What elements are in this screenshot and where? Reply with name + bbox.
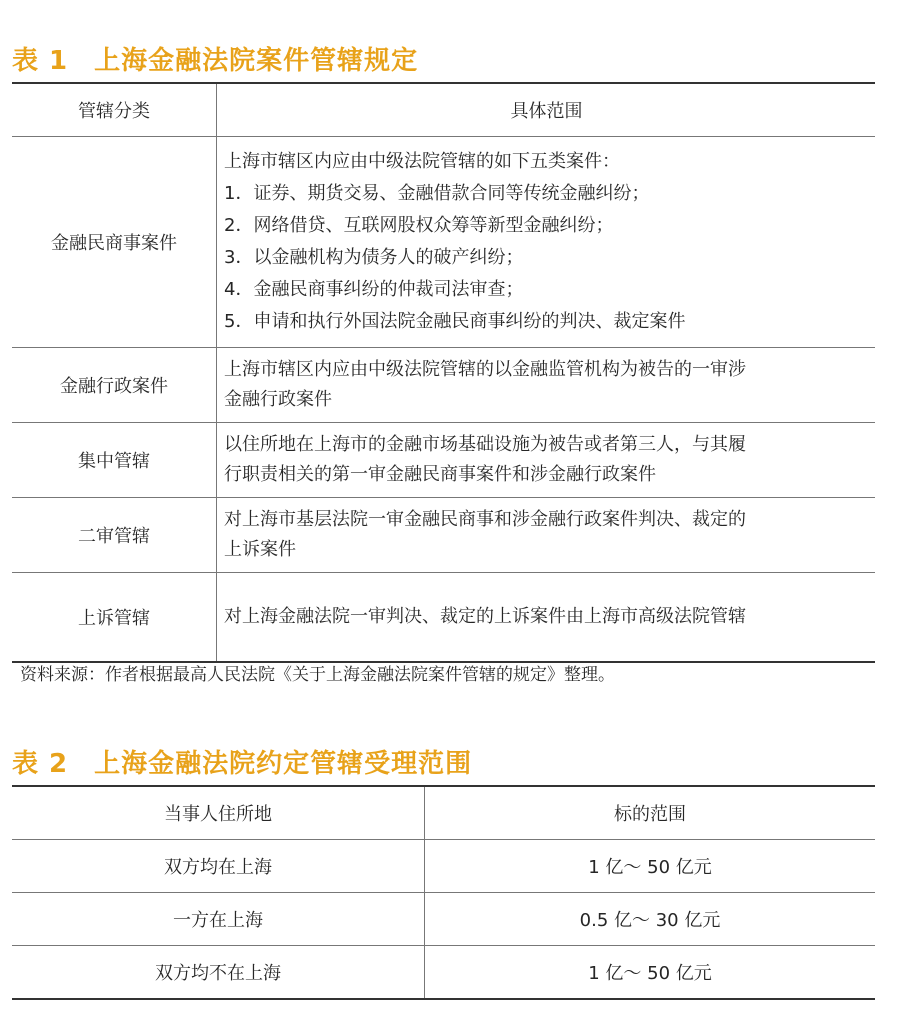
- scope-line: 2．网络借贷、互联网股权众筹等新型金融纠纷；: [224, 215, 614, 236]
- table2-caption: [12, 743, 472, 780]
- row-category: 二审管辖: [12, 498, 217, 573]
- row-residence: 一方在上海: [12, 893, 425, 946]
- scope-line: 上诉案件: [224, 539, 296, 560]
- header-range: 标的范围: [425, 786, 876, 840]
- scope-line: 上海市辖区内应由中级法院管辖的以金融监管机构为被告的一审涉: [224, 359, 746, 380]
- table1-title: 上海金融法院案件管辖规定: [94, 46, 419, 76]
- table1-caption: [12, 40, 418, 77]
- row-scope: [217, 348, 876, 423]
- scope-line: 以住所地在上海市的金融市场基础设施为被告或者第三人，与其履: [224, 434, 746, 455]
- table-row: [12, 423, 875, 498]
- header-category: 管辖分类: [12, 83, 217, 137]
- row-category: 集中管辖: [12, 423, 217, 498]
- row-scope: [217, 423, 876, 498]
- row-range: 1 亿～ 50 亿元: [425, 840, 876, 893]
- table-row: [12, 137, 875, 348]
- table-row: [12, 893, 875, 946]
- row-scope: [217, 573, 876, 663]
- table1-source-note: 资料来源：作者根据最高人民法院《关于上海金融法院案件管辖的规定》整理。: [20, 665, 615, 685]
- row-category: 金融行政案件: [12, 348, 217, 423]
- scope-line: 5．申请和执行外国法院金融民商事纠纷的判决、裁定案件: [224, 311, 686, 332]
- row-residence: 双方均不在上海: [12, 946, 425, 1000]
- table2-title: 上海金融法院约定管辖受理范围: [94, 749, 473, 779]
- row-range: 1 亿～ 50 亿元: [425, 946, 876, 1000]
- scope-line: 3．以金融机构为债务人的破产纠纷；: [224, 247, 524, 268]
- table-row: [12, 840, 875, 893]
- row-residence: 双方均在上海: [12, 840, 425, 893]
- scope-line: 上海市辖区内应由中级法院管辖的如下五类案件：: [224, 151, 620, 172]
- scope-line: 行职责相关的第一审金融民商事案件和涉金融行政案件: [224, 464, 656, 485]
- table-header-row: [12, 786, 875, 840]
- table2-number: 表 2: [12, 749, 69, 779]
- table-row: [12, 946, 875, 1000]
- scope-line: 对上海市基层法院一审金融民商事和涉金融行政案件判决、裁定的: [224, 509, 746, 530]
- row-range: 0.5 亿～ 30 亿元: [425, 893, 876, 946]
- row-scope: [217, 498, 876, 573]
- scope-line: 对上海金融法院一审判决、裁定的上诉案件由上海市高级法院管辖: [224, 606, 746, 627]
- agreed-jurisdiction-table: [12, 785, 875, 1000]
- header-scope: 具体范围: [217, 83, 876, 137]
- scope-line: 1．证券、期货交易、金融借款合同等传统金融纠纷；: [224, 183, 650, 204]
- table-row: [12, 498, 875, 573]
- row-scope: [217, 137, 876, 348]
- table-row: [12, 573, 875, 663]
- scope-line: 金融行政案件: [224, 389, 332, 410]
- table-row: [12, 348, 875, 423]
- scope-line: 4．金融民商事纠纷的仲裁司法审查；: [224, 279, 524, 300]
- header-residence: 当事人住所地: [12, 786, 425, 840]
- row-category: 上诉管辖: [12, 573, 217, 663]
- table-header-row: [12, 83, 875, 137]
- table1-number: 表 1: [12, 46, 69, 76]
- row-category: 金融民商事案件: [12, 137, 217, 348]
- jurisdiction-table: [12, 82, 875, 663]
